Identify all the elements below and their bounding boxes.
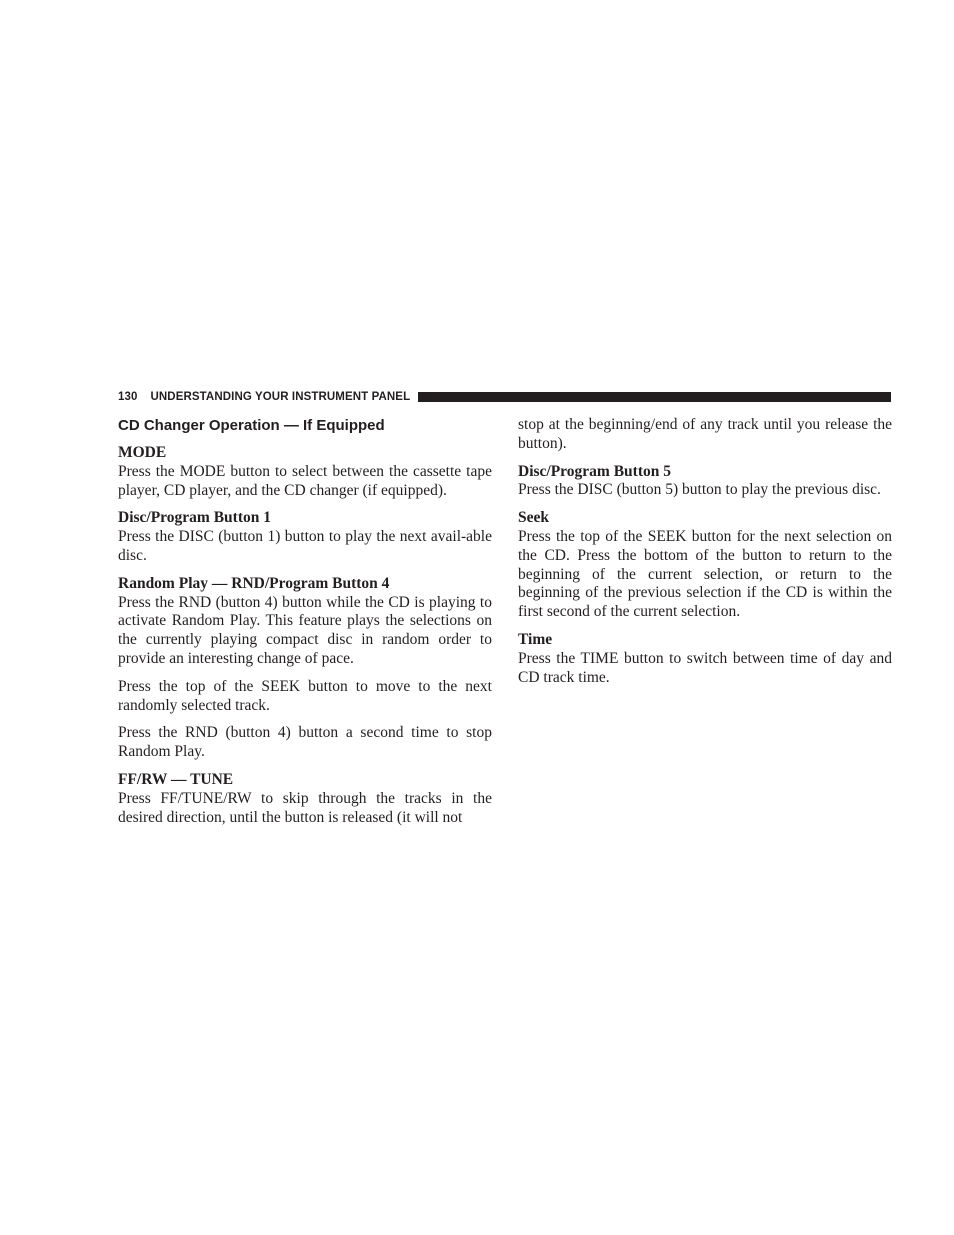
random-play-term: Random Play — RND/Program Button 4	[118, 574, 390, 592]
mode-section	[118, 444, 492, 500]
disc5-term: Disc/Program Button 5	[518, 462, 671, 480]
ffrw-text: Press FF/TUNE/RW to skip through the tracks in the desired direction, until the button is released (it will not	[118, 789, 492, 826]
ffrw-section	[118, 771, 492, 827]
time-term: Time	[518, 630, 553, 648]
disc1-term: Disc/Program Button 1	[118, 509, 271, 527]
mode-term: MODE	[118, 444, 167, 461]
header-rule	[418, 392, 891, 402]
page-header	[118, 389, 891, 405]
left-column	[118, 416, 492, 836]
page-number: 130	[118, 391, 138, 403]
mode-text: Press the MODE button to select between the cassette tape player, CD player, and the CD changer (if equipped).	[118, 462, 492, 499]
seek-term: Seek	[518, 509, 549, 527]
time-text: Press the TIME button to switch between time of day and CD track time.	[518, 649, 892, 686]
random-play-text-1: Press the RND (button 4) button while the CD is playing to activate Random Play. This feature plays the selections on the currently playing compact disc in random order to provide an interesting change of pace.	[118, 593, 492, 667]
ffrw-continued-text: stop at the beginning/end of any track until you release the button).	[518, 416, 892, 452]
time-section	[518, 631, 892, 687]
disc5-text: Press the DISC (button 5) button to play the previous disc.	[518, 481, 881, 499]
seek-text: Press the top of the SEEK button for the next selection on the CD. Press the bottom of the button to return to the beginning of the current selection, or return to the beginning of the previous selection if the CD is within the first second of the current selection.	[518, 527, 892, 621]
section-title: UNDERSTANDING YOUR INSTRUMENT PANEL	[150, 391, 411, 403]
disc1-section	[118, 509, 492, 565]
disc1-text: Press the DISC (button 1) button to play the next avail-able disc.	[118, 528, 492, 564]
random-play-text-3: Press the RND (button 4) button a second time to stop Random Play.	[118, 724, 492, 761]
disc5-section	[518, 463, 892, 501]
cd-changer-heading: CD Changer Operation — If Equipped	[118, 417, 385, 434]
ffrw-term: FF/RW — TUNE	[118, 770, 234, 788]
random-play-section	[118, 575, 492, 762]
seek-section	[518, 509, 892, 622]
random-play-text-2: Press the top of the SEEK button to move to the next randomly selected track.	[118, 677, 492, 714]
right-column	[518, 416, 892, 696]
